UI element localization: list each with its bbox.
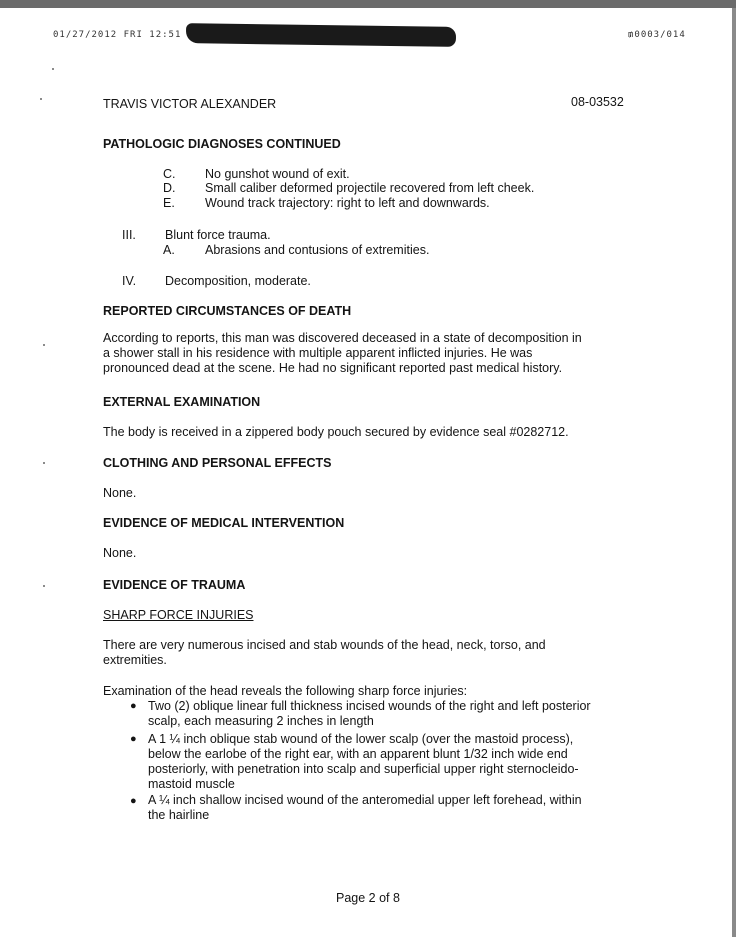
- section-heading-circumstances: REPORTED CIRCUMSTANCES OF DEATH: [103, 304, 352, 318]
- bullet-line: scalp, each measuring 2 inches in length: [148, 714, 374, 728]
- right-border: [732, 8, 736, 937]
- paragraph-line: pronounced dead at the scene. He had no significant reported past medical history.: [103, 361, 563, 375]
- scan-speck: [40, 98, 42, 100]
- diagnosis-roman-marker: IV.: [122, 274, 137, 288]
- diagnosis-roman-marker: III.: [122, 228, 136, 242]
- section-heading-trauma: EVIDENCE OF TRAUMA: [103, 578, 246, 592]
- diagnosis-item: Decomposition, moderate.: [165, 274, 311, 288]
- fax-page-counter: ₥0003/014: [628, 30, 686, 40]
- bullet-line: A ¼ inch shallow incised wound of the anteromedial upper left forehead, within: [148, 793, 582, 807]
- diagnosis-marker: E.: [163, 196, 175, 210]
- bullet-line: below the earlobe of the right ear, with an apparent blunt 1/32 inch wide end: [148, 747, 568, 761]
- scan-speck: [52, 68, 54, 70]
- bullet-icon: ●: [130, 733, 137, 745]
- bullet-line: Two (2) oblique linear full thickness incised wounds of the right and left posterior: [148, 699, 591, 713]
- section-heading-clothing: CLOTHING AND PERSONAL EFFECTS: [103, 456, 332, 470]
- scan-speck: [43, 344, 45, 346]
- scan-speck: [43, 462, 45, 464]
- bullet-line: the hairline: [148, 808, 210, 822]
- paragraph-line: None.: [103, 546, 137, 560]
- redaction-mark: [186, 23, 456, 47]
- scan-speck: [43, 585, 45, 587]
- section-heading-diagnoses: PATHOLOGIC DIAGNOSES CONTINUED: [103, 137, 341, 151]
- top-border: [0, 0, 736, 8]
- bullet-line: A 1 ¼ inch oblique stab wound of the lower scalp (over the mastoid process),: [148, 732, 574, 746]
- diagnosis-item: Wound track trajectory: right to left and downwards.: [205, 196, 490, 210]
- decedent-name: TRAVIS VICTOR ALEXANDER: [103, 97, 277, 111]
- paragraph-line: a shower stall in his residence with multiple apparent inflicted injuries. He was: [103, 346, 533, 360]
- diagnosis-marker: D.: [163, 181, 176, 195]
- page-number: Page 2 of 8: [336, 891, 400, 905]
- diagnosis-marker: A.: [163, 243, 175, 257]
- bullet-line: mastoid muscle: [148, 777, 235, 791]
- diagnosis-marker: C.: [163, 167, 176, 181]
- paragraph-line: There are very numerous incised and stab wounds of the head, neck, torso, and: [103, 638, 546, 652]
- section-heading-external: EXTERNAL EXAMINATION: [103, 395, 261, 409]
- diagnosis-item: Abrasions and contusions of extremities.: [205, 243, 430, 257]
- case-number: 08-03532: [571, 95, 624, 109]
- paragraph-line: None.: [103, 486, 137, 500]
- subheading-sharp-force: SHARP FORCE INJURIES: [103, 608, 254, 622]
- diagnosis-item: No gunshot wound of exit.: [205, 167, 350, 181]
- diagnosis-item: Small caliber deformed projectile recovered from left cheek.: [205, 181, 535, 195]
- fax-timestamp: 01/27/2012 FRI 12:51: [53, 30, 182, 40]
- bullet-icon: ●: [130, 700, 137, 712]
- paragraph-line: extremities.: [103, 653, 167, 667]
- paragraph-line: Examination of the head reveals the following sharp force injuries:: [103, 684, 468, 698]
- paragraph-line: The body is received in a zippered body pouch secured by evidence seal #0282712.: [103, 425, 569, 439]
- diagnosis-item: Blunt force trauma.: [165, 228, 271, 242]
- section-heading-medical: EVIDENCE OF MEDICAL INTERVENTION: [103, 516, 345, 530]
- bullet-line: posteriorly, with penetration into scalp and superficial upper right sternocleido-: [148, 762, 579, 776]
- bullet-icon: ●: [130, 795, 137, 807]
- paragraph-line: According to reports, this man was discovered deceased in a state of decomposition in: [103, 331, 582, 345]
